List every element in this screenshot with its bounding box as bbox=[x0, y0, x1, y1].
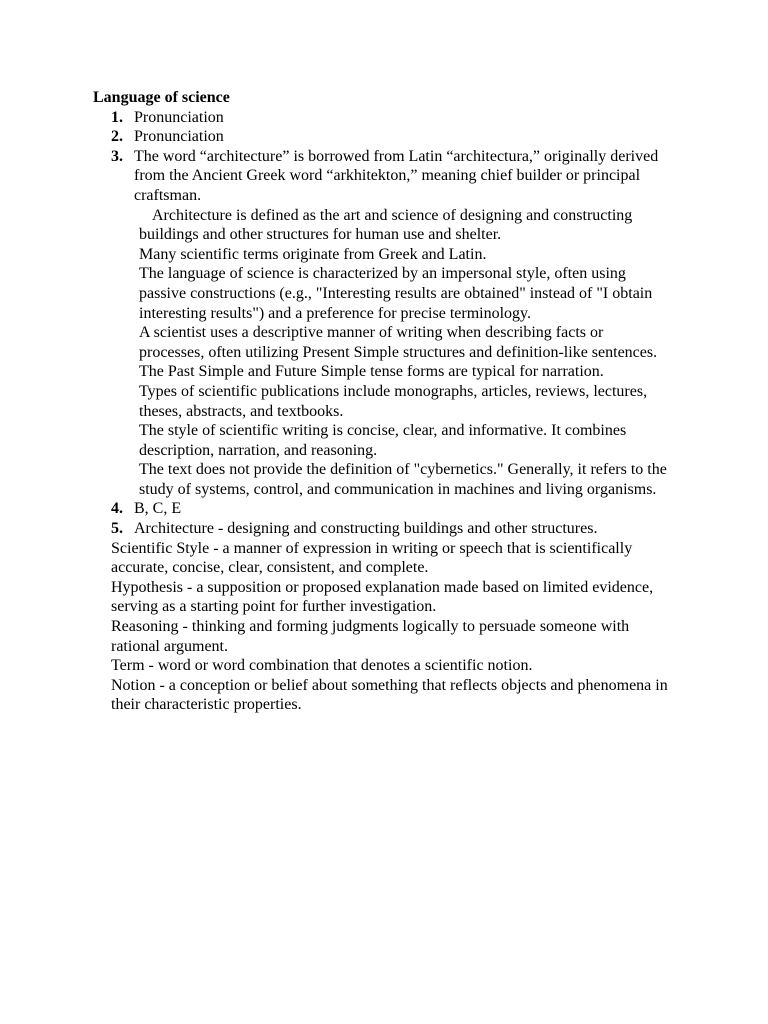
definition-list bbox=[111, 539, 671, 715]
answer-paragraph: The text does not provide the definition of "cybernetics." Generally, it refers to the study of systems, control, and communication in machines and living organisms. bbox=[139, 461, 667, 498]
answer-paragraph: The style of scientific writing is concise, clear, and informative. It combines description, narration, and reasoning. bbox=[139, 422, 627, 459]
list-item-2 bbox=[93, 127, 693, 147]
answer-paragraph: Types of scientific publications include monographs, articles, reviews, lectures, theses, abstracts, and textbooks. bbox=[139, 382, 648, 420]
list-number: 3. bbox=[111, 147, 123, 165]
list-item-text: Architecture - designing and constructing buildings and other structures. bbox=[134, 520, 598, 538]
list-item-text: The word “architecture” is borrowed from Latin “architectura,” originally derived from the Ancient Greek word “arkhitekton,” meaning chief builder or principal craftsman. bbox=[134, 147, 659, 204]
list-number: 1. bbox=[111, 108, 123, 126]
document-page bbox=[93, 88, 693, 715]
list-item-text: Pronunciation bbox=[134, 128, 224, 146]
list-number: 5. bbox=[111, 520, 123, 538]
answer-paragraph: The Past Simple and Future Simple tense forms are typical for narration. bbox=[139, 363, 604, 381]
answer-paragraph: Many scientific terms originate from Greek and Latin. bbox=[139, 245, 487, 263]
answer-paragraph: Architecture is defined as the art and science of designing and constructing buildings and other structures for human use and shelter. bbox=[139, 206, 633, 244]
document-title: Language of science bbox=[93, 89, 230, 106]
list-number: 4. bbox=[111, 500, 123, 518]
definition-entry: Reasoning - thinking and forming judgments logically to persuade someone with rational argument. bbox=[111, 618, 630, 655]
list-item-3 bbox=[93, 147, 674, 206]
list-number: 2. bbox=[111, 128, 123, 146]
list-item-text: B, C, E bbox=[134, 500, 182, 518]
definition-entry: Scientific Style - a manner of expression in writing or speech that is scientifically accurate, concise, clear, consistent, and complete. bbox=[111, 539, 633, 577]
definition-entry: Notion - a conception or belief about something that reflects objects and phenomena in their characteristic properties. bbox=[111, 676, 668, 714]
definition-entry: Hypothesis - a supposition or proposed explanation made based on limited evidence, serving as a starting point for further investigation. bbox=[111, 578, 654, 616]
list-item-text: Pronunciation bbox=[134, 108, 224, 126]
definition-entry: Term - word or word combination that denotes a scientific notion. bbox=[111, 657, 533, 675]
list-item-1 bbox=[93, 108, 693, 128]
answer-paragraph: The language of science is characterized by an impersonal style, often using passive constructions (e.g., "Interesting results are obtained" instead of "I obtain interesting results") and a preference for precise terminology. bbox=[139, 265, 653, 322]
answer-paragraph: A scientist uses a descriptive manner of writing when describing facts or processes, often utilizing Present Simple structures and definition-like sentences. bbox=[139, 324, 658, 361]
list-item-4 bbox=[93, 499, 693, 519]
list-item-5 bbox=[93, 519, 693, 539]
